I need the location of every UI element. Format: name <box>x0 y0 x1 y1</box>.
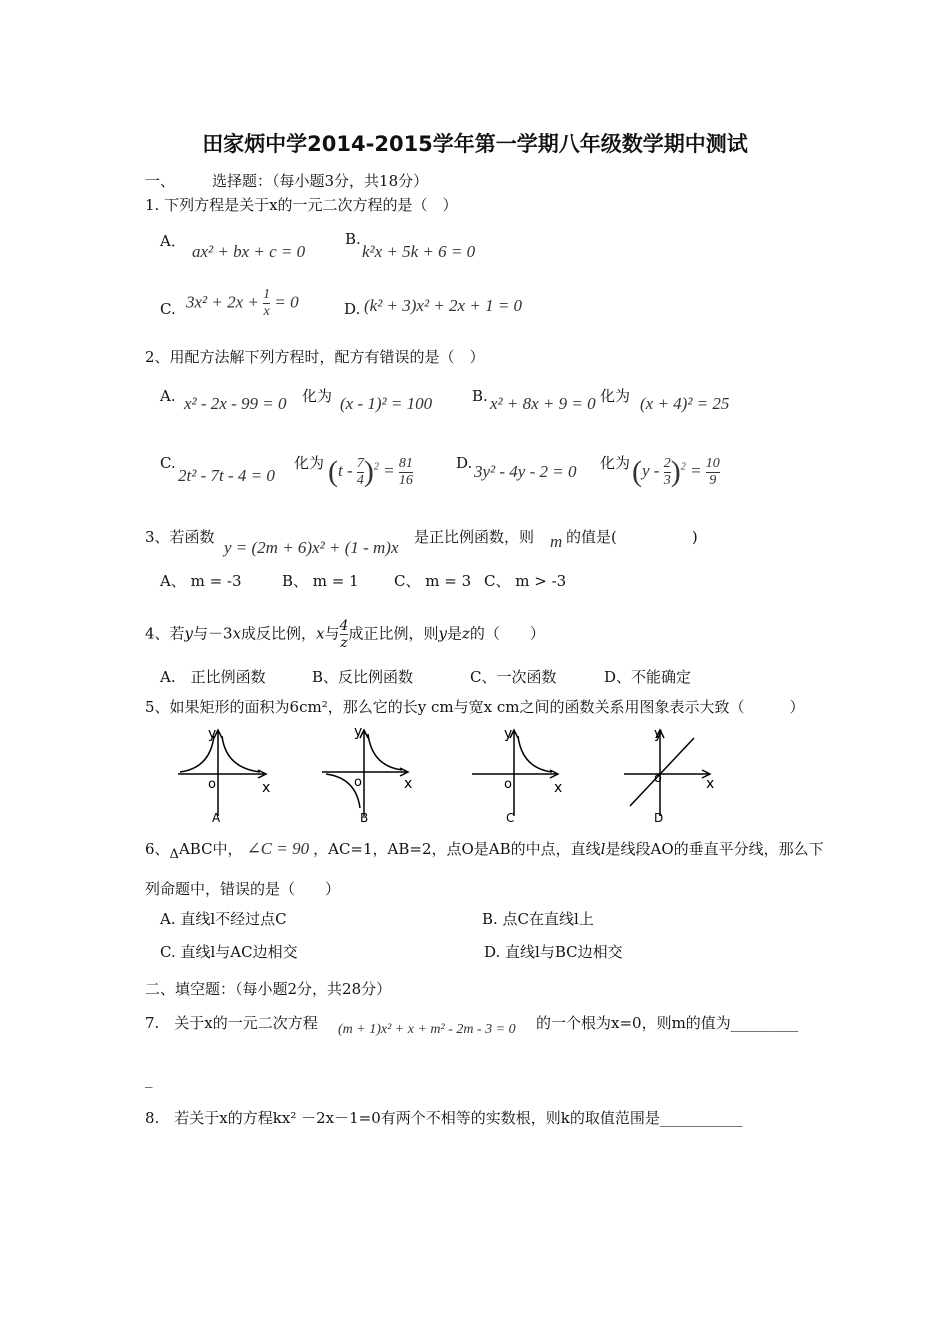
q2-option-c-to: 化为 <box>294 454 325 472</box>
q2-option-d-right: (y - $\frac{2}{3}$ )$^2$ = $\frac{10}{9}$ <box>632 455 720 488</box>
q4-option-b: B、反比例函数 <box>312 668 414 686</box>
q5-graph-d <box>618 722 728 826</box>
q2-option-d-left: 3y² - 4y - 2 = 0 <box>474 462 577 481</box>
q3-option-d: C、 m > -3 <box>484 572 567 590</box>
q1-option-b-label: B. <box>345 230 361 248</box>
q1-option-b-expr: k²x + 5k + 6 = 0 <box>362 242 476 261</box>
q3-expr: y = (2m + 6)x² + (1 - m)x <box>224 538 399 557</box>
q6-option-c: C. 直线l与AC边相交 <box>160 943 298 961</box>
q5-graph-b-y-label: y <box>354 724 363 740</box>
page-title: 田家炳中学2014-2015学年第一学期八年级数学期中测试 <box>202 132 748 156</box>
q8-stem: 8. 若关于x的方程kx² －2x－1=0有两个不相等的实数根，则k的取值范围是___________ <box>145 1109 743 1127</box>
q1-stem: 1. 下列方程是关于x的一元二次方程的是（ ） <box>145 196 458 214</box>
q2-option-a-to: 化为 <box>302 387 333 405</box>
q2-stem: 2、用配方法解下列方程时，配方有错误的是（ ） <box>145 348 485 366</box>
q5-graph-a-caption: A <box>212 811 221 825</box>
q2-option-b-left: x² + 8x + 9 = 0 <box>490 394 596 413</box>
q2-option-b-to: 化为 <box>600 387 631 405</box>
q5-graph-a-x-label: x <box>262 780 271 796</box>
q5-graph-b-caption: B <box>360 811 369 825</box>
q6-option-b: B. 点C在直线l上 <box>482 910 594 928</box>
q2-option-c-label: C. <box>160 454 176 472</box>
q7-expr: (m + 1)x² + x + m² - 2m - 3 = 0 <box>338 1022 516 1037</box>
q1-option-d-label: D. <box>344 300 361 318</box>
q3-stem-c: 的值是( ) <box>566 528 698 546</box>
q5-graph-a-origin: o <box>208 777 216 792</box>
q5-graph-c-caption: C <box>506 811 515 825</box>
q2-option-a-right: (x - 1)² = 100 <box>340 394 433 413</box>
q2-option-a-label: A. <box>160 387 176 405</box>
q5-stem: 5、如果矩形的面积为6cm²，那么它的长y cm与宽x cm之间的函数关系用图象表示大致（ ） <box>145 698 805 716</box>
q5-graph-a <box>170 722 280 826</box>
q6-option-d: D. 直线l与BC边相交 <box>484 943 623 961</box>
q5-graph-c-x-label: x <box>554 780 563 796</box>
q6-stem-line2: 列命题中，错误的是（ ） <box>145 880 341 898</box>
q2-option-c-left: 2t² - 7t - 4 = 0 <box>178 466 275 485</box>
q5-graph-a-y-label: y <box>208 726 217 742</box>
q2-option-d-to: 化为 <box>600 454 631 472</box>
q5-graph-d-caption: D <box>654 811 664 825</box>
q3-option-c: C、 m = 3 <box>394 572 472 590</box>
q5-graph-b-x-label: x <box>404 776 413 792</box>
section1-number: 一、 <box>145 172 176 190</box>
q1-option-d-expr: (k² + 3)x² + 2x + 1 = 0 <box>364 296 523 315</box>
q4-stem: 4、若y与－3x成反比例，x与 $\frac{4}{z}$ 成正比例，则y是z的（ ） <box>145 618 545 651</box>
q6-option-a: A. 直线l不经过点C <box>160 910 287 928</box>
q5-graph-d-x-label: x <box>706 776 715 792</box>
q2-option-b-right: (x + 4)² = 25 <box>640 394 730 413</box>
q5-graph-c-origin: o <box>504 777 512 792</box>
q3-stem-a: 3、若函数 <box>145 528 215 546</box>
q6-stem: 6、ΔABC中， ∠C = 90 ，AC=1，AB=2，点O是AB的中点，直线l是线段AO的垂直平分线，那么下 <box>145 839 824 862</box>
q1-option-c-label: C. <box>160 300 176 318</box>
q1-option-a-expr: ax² + bx + c = 0 <box>192 242 306 261</box>
q3-stem-b: 是正比例函数，则 <box>414 528 535 546</box>
q5-graph-d-origin: o <box>654 771 662 786</box>
q7-tail: _ <box>145 1070 153 1088</box>
q5-graph-d-y-label: y <box>654 726 663 742</box>
q1-option-a-label: A． <box>160 232 186 250</box>
section2-heading: 二、填空题：（每小题2分，共28分） <box>145 980 392 998</box>
section1-heading: 选择题：（每小题3分，共18分） <box>212 172 429 190</box>
q5-graph-c <box>468 722 578 826</box>
q5-graph-b-origin: o <box>354 775 362 790</box>
q3-var: m <box>550 532 563 551</box>
q2-option-d-label: D. <box>456 454 473 472</box>
q1-option-c-expr: 3x² + 2x + $\frac{1}{x}$ = 0 <box>186 287 299 319</box>
q4-option-c: C、一次函数 <box>470 668 557 686</box>
q2-option-b-label: B. <box>472 387 488 405</box>
q4-option-d: D、不能确定 <box>604 668 692 686</box>
q2-option-c-right: (t - $\frac{7}{4}$ )$^2$ = $\frac{81}{16}$ <box>328 455 413 488</box>
q2-option-a-left: x² - 2x - 99 = 0 <box>184 394 287 413</box>
q7-stem-b: 的一个根为x=0，则m的值为_________ <box>536 1014 799 1032</box>
q4-option-a: A. 正比例函数 <box>160 668 266 686</box>
q3-option-a: A、 m = -3 <box>160 572 242 590</box>
q5-graph-c-y-label: y <box>504 726 513 742</box>
q5-graph-b <box>318 722 428 826</box>
q3-option-b: B、 m = 1 <box>282 572 359 590</box>
q7-stem-a: 7. 关于x的一元二次方程 <box>145 1014 318 1032</box>
